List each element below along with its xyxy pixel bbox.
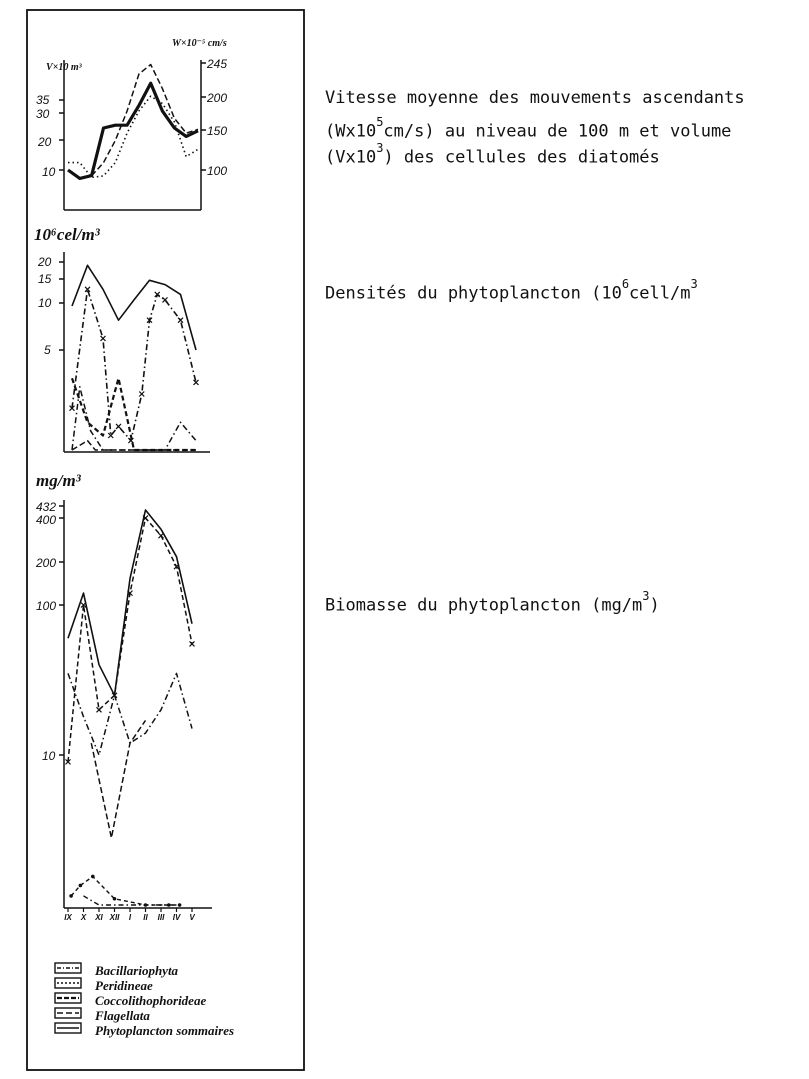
series-line-peridineae	[72, 387, 196, 450]
x-tick-label: X	[80, 913, 87, 922]
chart3-y-tick: 432	[36, 500, 57, 514]
series-line-phytoplancton-sommaires	[72, 265, 196, 350]
x-tick-label: IX	[64, 913, 72, 922]
data-point-bacillariophyta	[178, 318, 183, 323]
series-line-coccolithophorideae	[71, 877, 180, 906]
chart3-y-tick: 400	[36, 513, 57, 527]
chart3-x-ticks	[64, 908, 195, 922]
chart2-y-tick: 20	[38, 255, 52, 269]
data-point-coccolithophorideae	[178, 903, 182, 907]
chart1-left-tick: 30	[36, 107, 50, 121]
legend-item	[55, 978, 153, 993]
legend-label: Coccolithophorideae	[95, 993, 207, 1008]
chart3-y-tick: 200	[36, 556, 57, 570]
data-point-bacillariophyta	[116, 424, 121, 429]
legend-item	[55, 993, 206, 1008]
caption-velocity-line1: Vitesse moyenne des mouvements ascendants	[325, 88, 745, 108]
chart1-right-tick: 200	[207, 91, 228, 105]
caption-velocity-line2: $(Wx10^5cm/s)$ au niveau de 100 m et volume	[325, 115, 732, 142]
chart3-y-tick: 100	[36, 599, 57, 613]
legend	[55, 963, 234, 1038]
data-point-bacillariophyta	[163, 297, 168, 302]
legend-label: Bacillariophyta	[95, 963, 179, 978]
legend-label: Flagellata	[95, 1008, 150, 1023]
x-tick-label: XI	[95, 913, 103, 922]
chart1-right-tick: 100	[207, 164, 228, 178]
chart1-left-axis-label: V×10 m³	[46, 62, 82, 73]
data-point-coccolithophorideae	[79, 884, 83, 888]
x-tick-label: V	[189, 913, 195, 922]
chart3-y-tick: 10	[42, 749, 56, 763]
chart1-left-tick: 35	[36, 93, 50, 107]
x-tick-label: I	[128, 913, 132, 922]
series-line-chart1-1	[68, 96, 198, 177]
data-point-bacillariophyta	[97, 707, 102, 712]
chart2-y-tick: 15	[38, 272, 52, 286]
data-point-bacillariophyta	[139, 392, 144, 397]
series-line-coccolithophorideae	[72, 378, 196, 450]
data-point-bacillariophyta	[194, 380, 199, 385]
legend-label: Peridineae	[95, 978, 153, 993]
chart1-left-tick: 20	[38, 135, 52, 149]
chart1-right-tick: 245	[207, 57, 228, 71]
caption-velocity-line3: $(Vx10^3)$ des cellules des diatomés	[325, 141, 660, 168]
chart2-y-tick: 10	[38, 296, 52, 310]
chart3-axes	[59, 500, 212, 908]
x-tick-label: XII	[109, 913, 120, 922]
x-tick-label: IV	[172, 913, 181, 922]
data-point-bacillariophyta	[159, 533, 164, 538]
chart1-right-tick: 150	[207, 124, 228, 138]
x-tick-label: II	[143, 913, 148, 922]
caption-biomass: Biomasse du phytoplancton $(mg/m^3)$	[325, 589, 660, 616]
series-line-phytoplancton-sommaires	[68, 510, 192, 695]
series-line-chart1-2	[92, 65, 198, 176]
legend-label: Phytoplancton sommaires	[95, 1023, 235, 1038]
chart1-plot-area	[68, 64, 198, 178]
series-line-chart1-0	[68, 83, 198, 178]
chart1-left-tick: 10	[42, 165, 56, 179]
caption-density: Densités du phytoplancton ($10^6cell/m^3$	[325, 277, 698, 304]
data-point-bacillariophyta	[108, 433, 113, 438]
chart3-y-axis-label: mg/m³	[36, 471, 81, 490]
data-point-coccolithophorideae	[69, 894, 73, 898]
chart1-right-axis-label: W×10⁻⁵ cm/s	[172, 38, 227, 49]
legend-item	[55, 963, 179, 978]
chart2-y-tick: 5	[44, 343, 51, 357]
x-tick-label: III	[157, 913, 165, 922]
legend-item	[55, 1023, 234, 1038]
series-line-bacillariophyta	[72, 289, 196, 440]
data-point-coccolithophorideae	[91, 875, 95, 879]
data-point-coccolithophorideae	[113, 897, 117, 901]
chart3-plot-area	[66, 510, 195, 907]
legend-item	[55, 1008, 150, 1023]
data-point-bacillariophyta	[101, 336, 106, 341]
chart2-y-axis-label: 10⁶cel/m³	[34, 225, 100, 244]
series-line-phytoplancton-sommaires-low	[84, 896, 177, 905]
chart2-plot-area	[70, 265, 199, 450]
